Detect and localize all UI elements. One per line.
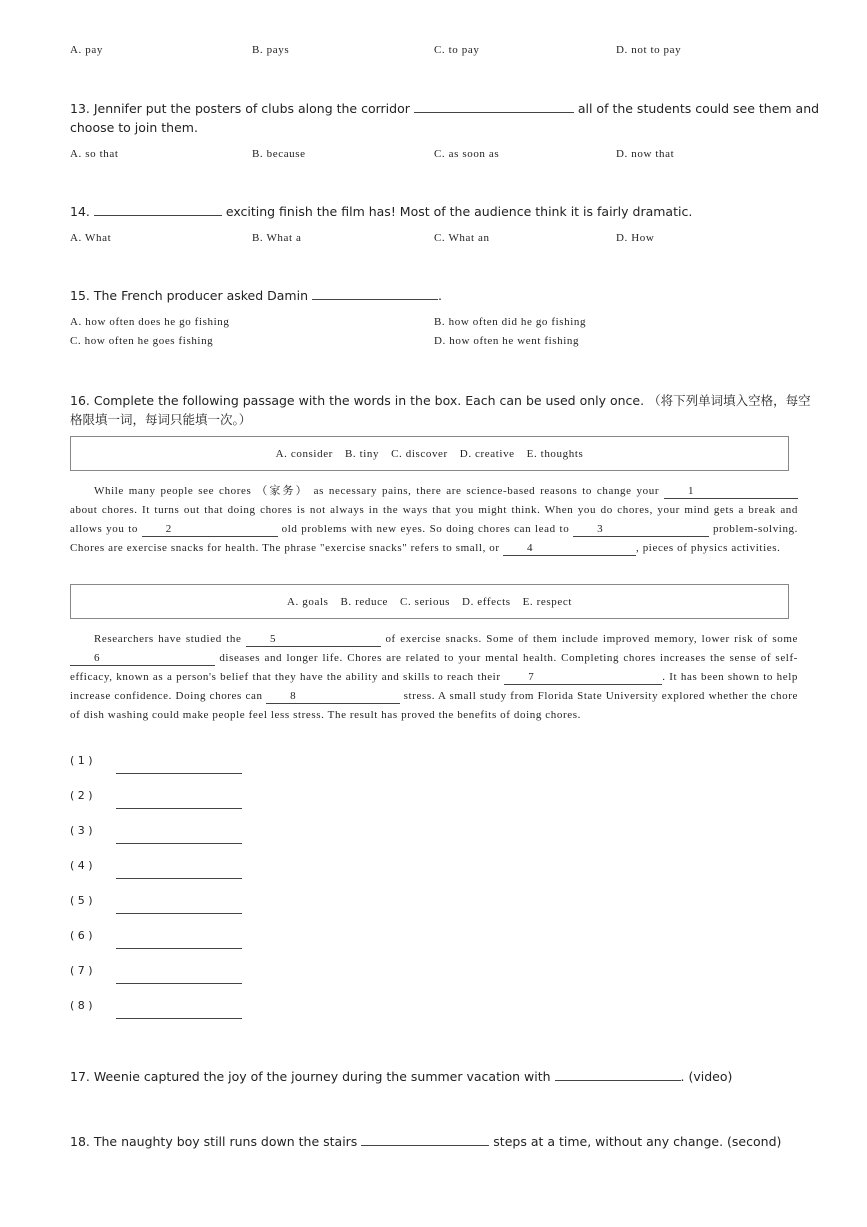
answer-line-3[interactable]: [116, 843, 242, 844]
q14-text-after: exciting finish the film has! Most of the audience think it is fairly dramatic.: [225, 204, 693, 219]
q17-text-after: . (video): [680, 1069, 733, 1084]
word-box-1-item: B. tiny: [344, 447, 380, 460]
answer-label-1: ( 1 ): [70, 754, 93, 767]
q13-option-b[interactable]: B. because: [252, 148, 306, 160]
word-box-2-item: A. goals: [287, 595, 329, 608]
passage-blank-4[interactable]: 4: [503, 542, 636, 556]
answer-line-4[interactable]: [116, 878, 242, 879]
passage-blank-2[interactable]: 2: [142, 523, 278, 537]
q15-option-b[interactable]: B. how often did he go fishing: [434, 316, 587, 328]
passage-paragraph-2: Researchers have studied the 5 of exercise snacks. Some of them include improved memory, lower risk of some 6 diseases and longer life. Chores are related to your mental health. Completing chores increases the sense of self-efficacy, known as a person's belief that they have the ability and skills to reach their 7 . It has been shown to help increase confidence. Doing chores can 8 stress. A small study from Florida State University explored whether the chore of dish washing could make people feel less stress. The result has proved the benefits of doing chores.: [70, 633, 798, 721]
passage-blank-3[interactable]: 3: [573, 523, 709, 537]
q15-text-after: .: [438, 288, 442, 303]
passage-blank-8[interactable]: 8: [266, 690, 400, 704]
answer-line-6[interactable]: [116, 948, 242, 949]
q17-text-before: 17. Weenie captured the joy of the journey during the summer vacation with: [70, 1069, 551, 1084]
answer-label-6: ( 6 ): [70, 929, 93, 942]
q13-option-d[interactable]: D. now that: [616, 148, 675, 160]
q13-text-after: all of the students could see them and: [577, 101, 820, 116]
word-box-2: [70, 584, 789, 619]
q14-number: 14.: [70, 204, 90, 219]
answer-line-2[interactable]: [116, 808, 242, 809]
q13-stem-line1: [70, 101, 819, 116]
q12-option-a[interactable]: A. pay: [70, 44, 103, 56]
passage-blank-7[interactable]: 7: [504, 671, 662, 685]
answer-label-4: ( 4 ): [70, 859, 93, 872]
word-box-2-item: D. effects: [462, 595, 511, 608]
q13-stem-line2: choose to join them.: [70, 120, 198, 135]
answer-line-8[interactable]: [116, 1018, 242, 1019]
q15-blank[interactable]: [312, 288, 438, 300]
q16-instruction-line2: 格限填一词，每词只能填一次。）: [70, 412, 252, 427]
passage-blank-6[interactable]: 6: [70, 652, 215, 666]
answer-label-8: ( 8 ): [70, 999, 93, 1012]
q14-stem: [70, 204, 692, 219]
answer-line-7[interactable]: [116, 983, 242, 984]
q12-option-c[interactable]: C. to pay: [434, 44, 480, 56]
q13-option-a[interactable]: A. so that: [70, 148, 119, 160]
q14-option-d[interactable]: D. How: [616, 232, 655, 244]
word-box-1-item: E. thoughts: [526, 447, 584, 460]
word-box-2-item: C. serious: [400, 595, 451, 608]
question-18: [70, 1134, 781, 1149]
q14-option-c[interactable]: C. What an: [434, 232, 490, 244]
q12-option-b[interactable]: B. pays: [252, 44, 290, 56]
q14-blank[interactable]: [94, 204, 222, 216]
q18-text-after: steps at a time, without any change. (second): [493, 1134, 782, 1149]
q16-instruction-line1: 16. Complete the following passage with the words in the box. Each can be used only once. （将下列单词填入空格，每空: [70, 393, 811, 408]
question-17: [70, 1069, 732, 1084]
q13-text-before: 13. Jennifer put the posters of clubs along the corridor: [70, 101, 410, 116]
q15-option-d[interactable]: D. how often he went fishing: [434, 335, 580, 347]
answer-label-2: ( 2 ): [70, 789, 93, 802]
q15-option-c[interactable]: C. how often he goes fishing: [70, 335, 214, 347]
q13-blank[interactable]: [414, 101, 574, 113]
word-box-1-item: A. consider: [275, 447, 333, 460]
word-box-1-item: D. creative: [459, 447, 515, 460]
answer-label-7: ( 7 ): [70, 964, 93, 977]
q13-option-c[interactable]: C. as soon as: [434, 148, 500, 160]
word-box-2-item: B. reduce: [340, 595, 389, 608]
answer-label-5: ( 5 ): [70, 894, 93, 907]
q18-text-before: 18. The naughty boy still runs down the stairs: [70, 1134, 358, 1149]
q14-option-b[interactable]: B. What a: [252, 232, 302, 244]
word-box-1: [70, 436, 789, 471]
answer-line-5[interactable]: [116, 913, 242, 914]
passage-paragraph-1: While many people see chores （家务） as necessary pains, there are science-based reasons to change your 1 about chores. It turns out that doing chores is not always in the ways that you might think. When you do chores, your mind gets a break and allows you to 2 old problems with new eyes. So doing chores can lead to 3 problem-solving. Chores are exercise snacks for health. The phrase "exercise snacks" refers to small, or 4 , pieces of physics activities.: [70, 485, 799, 554]
passage-blank-1[interactable]: 1: [664, 485, 798, 499]
word-box-1-item: C. discover: [391, 447, 448, 460]
passage-blank-5[interactable]: 5: [246, 633, 381, 647]
q15-stem: [70, 288, 442, 303]
q15-text-before: 15. The French producer asked Damin: [70, 288, 309, 303]
q15-option-a[interactable]: A. how often does he go fishing: [70, 316, 230, 328]
word-box-2-item: E. respect: [522, 595, 572, 608]
answer-line-1[interactable]: [116, 773, 242, 774]
q14-option-a[interactable]: A. What: [70, 232, 112, 244]
q12-option-d[interactable]: D. not to pay: [616, 44, 682, 56]
q17-blank[interactable]: [555, 1069, 681, 1081]
q18-blank[interactable]: [361, 1134, 489, 1146]
answer-label-3: ( 3 ): [70, 824, 93, 837]
